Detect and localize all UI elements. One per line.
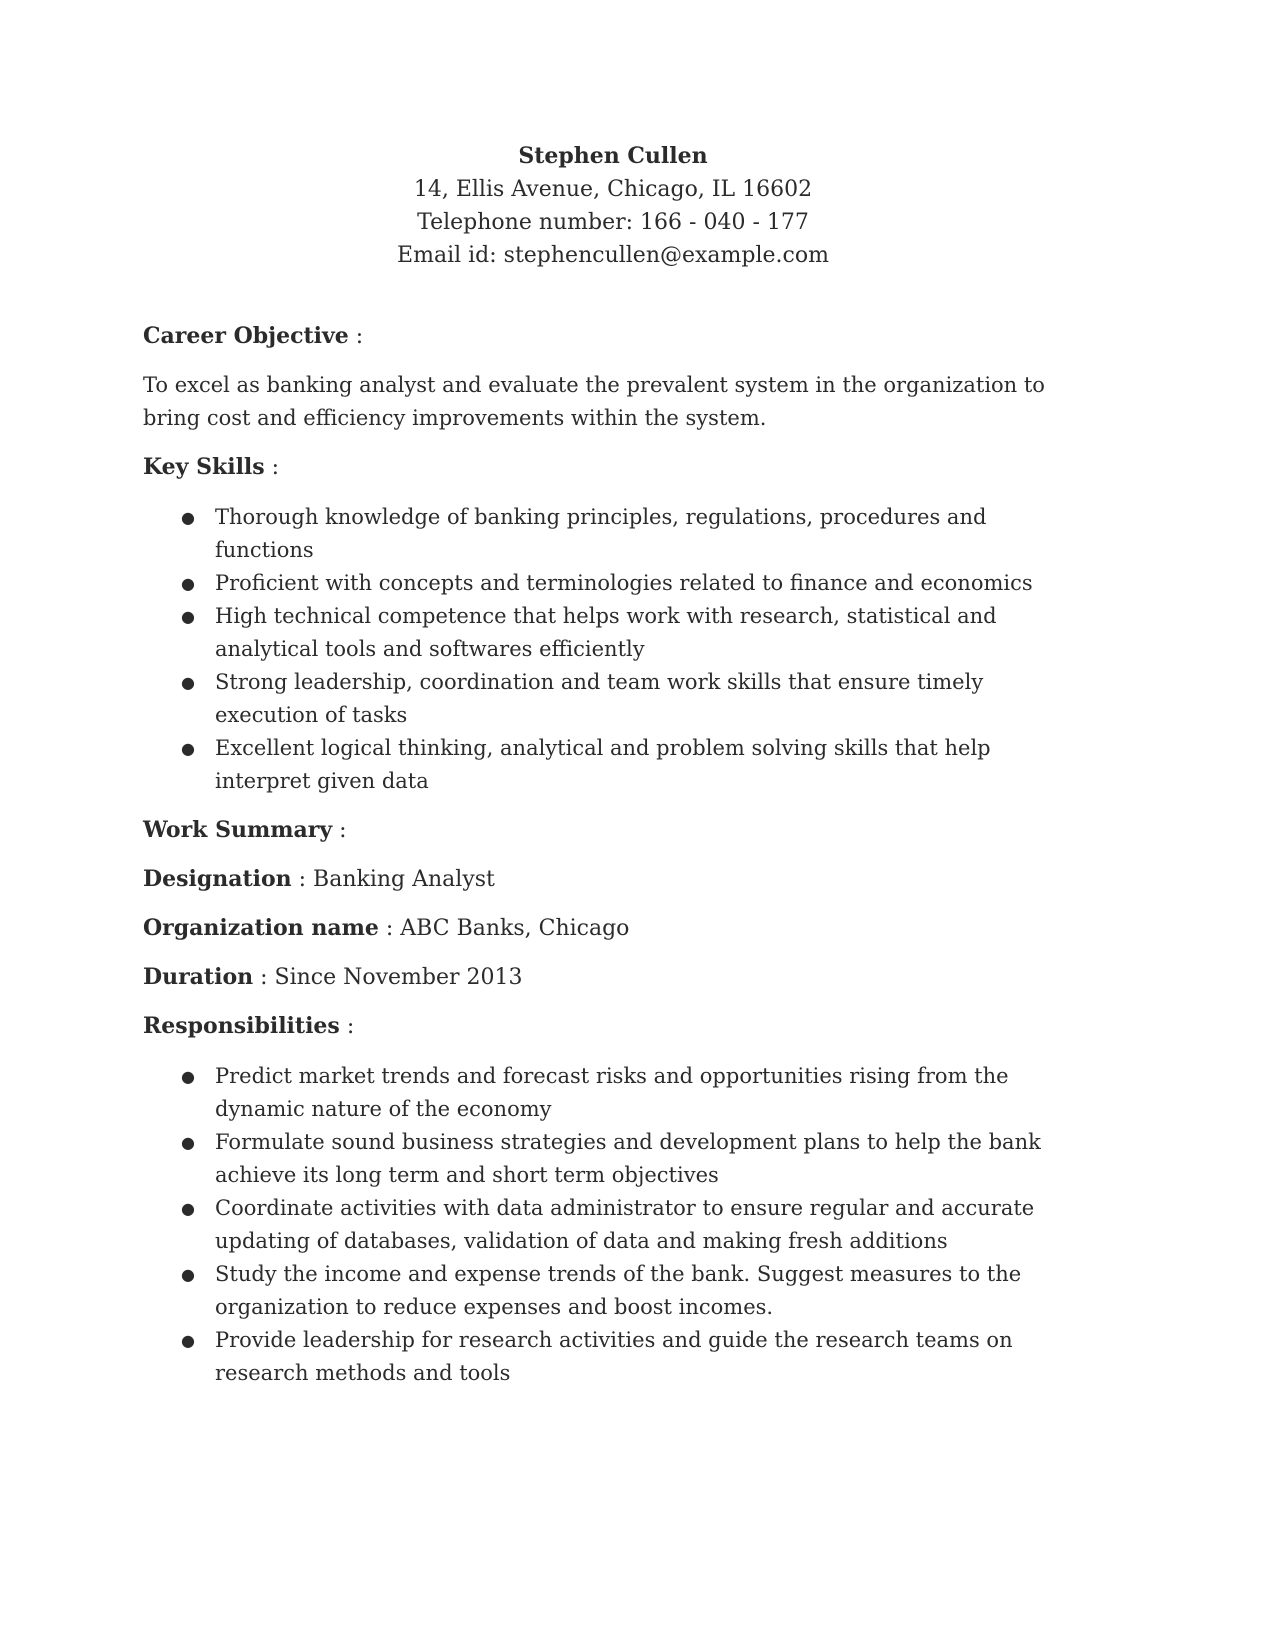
key-skill-text: Proficient with concepts and terminologies related to finance and economics — [215, 571, 1033, 595]
bullet-icon: ● — [181, 1199, 195, 1218]
designation-value: : Banking Analyst — [291, 867, 495, 892]
bullet-icon: ● — [181, 607, 195, 626]
duration-value: : Since November 2013 — [253, 965, 523, 990]
key-skill-text: High technical competence that helps work with research, statistical and analytical tools and softwares efficiently — [215, 604, 997, 661]
responsibility-text: Study the income and expense trends of the bank. Suggest measures to the organization to reduce expenses and boost incomes. — [215, 1262, 1022, 1319]
responsibilities-title: Responsibilities — [143, 1013, 340, 1039]
address: 14, Ellis Avenue, Chicago, IL 16602 — [413, 177, 813, 202]
responsibility-text: Predict market trends and forecast risks and opportunities rising from the dynamic nature of the economy — [215, 1064, 1009, 1121]
telephone: Telephone number: 166 - 040 - 177 — [417, 210, 809, 235]
career-objective-title: Career Objective — [143, 323, 349, 349]
responsibility-text: Formulate sound business strategies and development plans to help the bank achieve its long term and short term objectives — [215, 1130, 1041, 1187]
designation-line — [143, 863, 1083, 896]
list-item — [143, 567, 1083, 600]
bullet-icon: ● — [181, 739, 195, 758]
duration-label: Duration — [143, 964, 254, 990]
work-summary-sep: : — [332, 818, 347, 843]
list-item — [143, 1126, 1083, 1192]
responsibility-text: Coordinate activities with data administrator to ensure regular and accurate updating of databases, validation of data and making fresh additions — [215, 1196, 1035, 1253]
list-item — [143, 732, 1083, 798]
bullet-icon: ● — [181, 1067, 195, 1086]
key-skills-list — [143, 501, 1083, 798]
bullet-icon: ● — [181, 1133, 195, 1152]
bullet-icon: ● — [181, 1331, 195, 1350]
bullet-icon: ● — [181, 1265, 195, 1284]
responsibilities-heading — [143, 1010, 1083, 1043]
bullet-icon: ● — [181, 574, 195, 593]
key-skills-title: Key Skills — [143, 454, 265, 480]
list-item — [143, 1060, 1083, 1126]
bullet-icon: ● — [181, 673, 195, 692]
candidate-name: Stephen Cullen — [518, 143, 708, 169]
email: Email id: stephencullen@example.com — [397, 243, 829, 268]
key-skill-text: Strong leadership, coordination and team work skills that ensure timely execution of tasks — [215, 670, 984, 727]
bullet-icon: ● — [181, 508, 195, 527]
list-item — [143, 1192, 1083, 1258]
responsibility-text: Provide leadership for research activities and guide the research teams on research methods and tools — [215, 1328, 1013, 1385]
key-skill-text: Thorough knowledge of banking principles, regulations, procedures and functions — [215, 505, 987, 562]
organization-value: : ABC Banks, Chicago — [378, 916, 630, 941]
organization-label: Organization name — [143, 915, 379, 941]
list-item — [143, 501, 1083, 567]
responsibilities-list — [143, 1060, 1083, 1390]
resume-header — [143, 140, 1083, 272]
career-objective-sep: : — [348, 324, 364, 349]
duration-line — [143, 961, 1083, 994]
work-summary-heading — [143, 814, 1083, 847]
list-item — [143, 600, 1083, 666]
key-skill-text: Excellent logical thinking, analytical and problem solving skills that help interpret given data — [215, 736, 991, 793]
career-objective-heading — [143, 320, 1083, 353]
list-item — [143, 1324, 1083, 1390]
list-item — [143, 666, 1083, 732]
responsibilities-sep: : — [339, 1014, 355, 1039]
designation-label: Designation — [143, 866, 292, 892]
key-skills-sep: : — [264, 455, 280, 480]
list-item — [143, 1258, 1083, 1324]
resume-page — [143, 140, 1083, 1390]
career-objective-text: To excel as banking analyst and evaluate the prevalent system in the organization to bring cost and efficiency improvements within the system. — [143, 373, 1045, 430]
organization-line — [143, 912, 1083, 945]
work-summary-title: Work Summary — [143, 817, 333, 843]
key-skills-heading — [143, 451, 1083, 484]
